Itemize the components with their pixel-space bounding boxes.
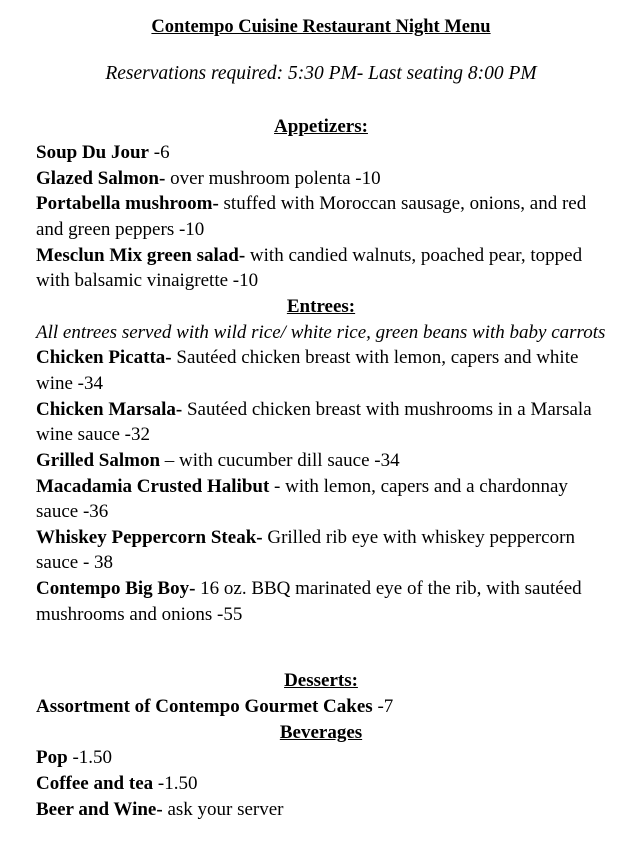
- menu-item-name: Soup Du Jour: [36, 142, 149, 164]
- menu-item-desc: -1.50: [153, 773, 198, 795]
- menu-item-name: Chicken Picatta-: [36, 347, 172, 369]
- menu-item-desc: -6: [149, 142, 170, 164]
- menu-item-name: Mesclun Mix green salad-: [36, 244, 246, 266]
- menu-item-desc: 16 oz. BBQ marinated eye of the rib, with sautéed mushrooms and onions -55: [36, 578, 582, 625]
- menu-item-desc: Sautéed chicken breast with lemon, capers and white wine -34: [36, 347, 579, 394]
- menu-item-desc: over mushroom polenta -10: [165, 167, 381, 189]
- menu-item: [36, 166, 606, 192]
- section-heading-appetizers: Appetizers:: [274, 116, 368, 138]
- menu-item: [36, 771, 606, 797]
- menu-item: [36, 474, 606, 525]
- menu-item: [36, 397, 606, 448]
- menu-item-desc: - with lemon, capers and a chardonnay sauce -36: [36, 475, 568, 523]
- menu-item-name: Whiskey Peppercorn Steak-: [36, 526, 263, 548]
- menu-item: [36, 191, 606, 242]
- menu-item: [36, 576, 606, 627]
- menu-item-desc: stuffed with Moroccan sausage, onions, and red and green peppers -10: [36, 193, 587, 241]
- menu-item: [36, 525, 606, 576]
- menu-item: [36, 345, 606, 396]
- section-heading-entrees: Entrees:: [286, 296, 356, 317]
- menu-item-desc: with candied walnuts, poached pear, topped with balsamic vinaigrette -10: [36, 244, 583, 292]
- menu-item: [36, 140, 606, 166]
- menu-item: [36, 745, 606, 771]
- menu-item: [36, 694, 606, 720]
- menu-item-desc: -7: [372, 696, 394, 718]
- menu-item: [36, 797, 606, 823]
- menu-item-name: Contempo Big Boy-: [36, 578, 196, 600]
- menu-item-desc: – with cucumber dill sauce -34: [160, 449, 400, 471]
- menu-item-name: Glazed Salmon-: [36, 167, 166, 189]
- menu-item-name: Macadamia Crusted Halibut: [36, 475, 270, 497]
- menu-item-desc: -1.50: [67, 747, 113, 769]
- section-heading-desserts: Desserts:: [284, 670, 358, 692]
- menu-item-desc: Sautéed chicken breast with mushrooms in a Marsala wine sauce -32: [36, 398, 592, 446]
- menu-item-name: Portabella mushroom-: [36, 193, 219, 215]
- section-heading-beverages: Beverages: [279, 721, 363, 743]
- entrees-note: All entrees served with wild rice/ white rice, green beans with baby carrots: [36, 321, 606, 343]
- menu-item-name: Chicken Marsala-: [36, 398, 183, 420]
- page-title: Contempo Cuisine Restaurant Night Menu: [151, 17, 491, 37]
- menu-item-name: Assortment of Contempo Gourmet Cakes: [36, 696, 373, 718]
- menu-item: [36, 448, 606, 474]
- menu-item-name: Pop: [36, 747, 68, 769]
- menu-item-desc: Grilled rib eye with whiskey peppercorn sauce - 38: [36, 526, 575, 574]
- menu-item-name: Grilled Salmon: [36, 449, 161, 471]
- menu-item: [36, 243, 606, 294]
- menu-item-desc: ask your server: [162, 798, 284, 820]
- reservations-note: Reservations required: 5:30 PM- Last seating 8:00 PM: [105, 63, 537, 85]
- menu-item-name: Beer and Wine-: [36, 798, 163, 820]
- menu-item-name: Coffee and tea: [36, 773, 154, 795]
